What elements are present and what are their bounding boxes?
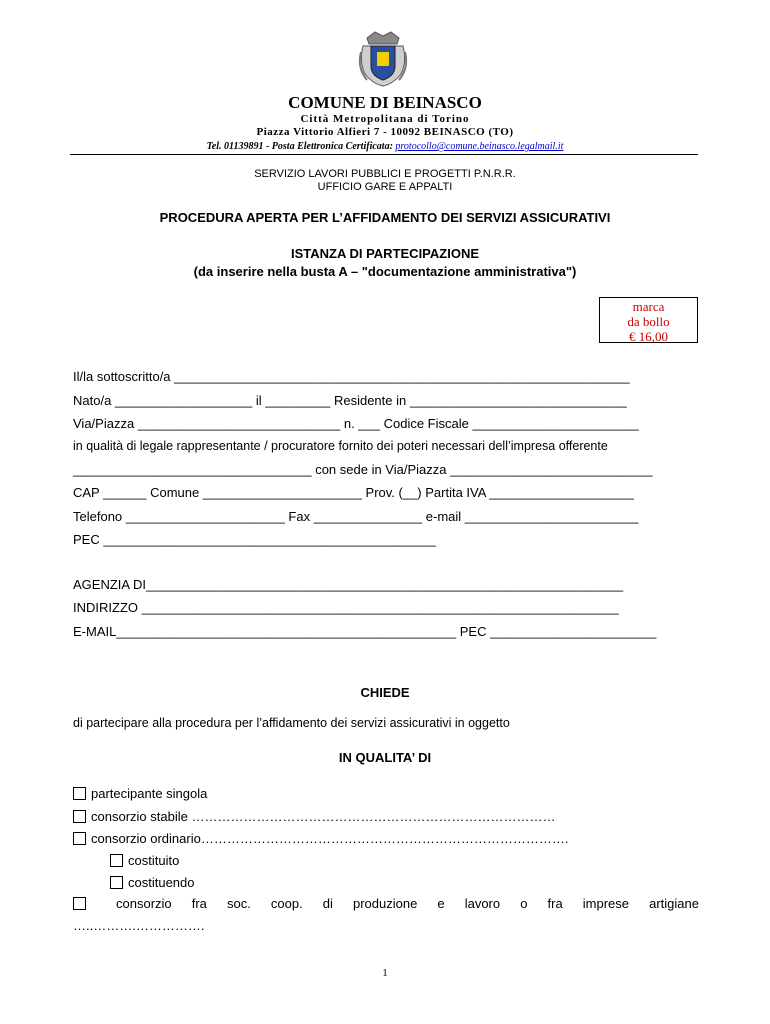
option-word: artigiane — [649, 896, 699, 911]
option-label: costituito — [128, 853, 180, 868]
header-divider — [70, 154, 698, 155]
option-stable-consortium[interactable] — [73, 809, 555, 824]
checkbox-icon[interactable] — [73, 810, 86, 823]
option-word: produzione — [352, 896, 418, 911]
comune-title: COMUNE DI BEINASCO — [288, 93, 482, 112]
header-contacts — [0, 141, 770, 152]
form-line-phone[interactable]: Telefono ______________________ Fax _______________ e-mail ________________________ — [73, 509, 639, 524]
option-word: lavoro — [464, 896, 501, 911]
option-label: consorzio stabile ………………………………………………………………………… — [91, 809, 556, 824]
stamp-line-2: da bollo — [627, 314, 670, 329]
checkbox-icon[interactable] — [110, 854, 123, 867]
office-name: UFFICIO GARE E APPALTI — [317, 181, 453, 193]
option-word: e — [437, 896, 445, 911]
checkbox-icon[interactable] — [73, 897, 86, 910]
form-line-signatory[interactable]: Il/la sottoscritto/a _______________________________________________________________ — [73, 369, 630, 384]
envelope-note: (da inserire nella busta A – "documentazione amministrativa") — [193, 264, 577, 279]
checkbox-icon[interactable] — [110, 876, 123, 889]
form-line-agency-email[interactable]: E-MAIL_______________________________________________ PEC _______________________ — [73, 624, 657, 639]
option-word: fra — [191, 896, 207, 911]
page-number: 1 — [382, 967, 388, 979]
stamp-line-1: marca — [632, 299, 665, 314]
form-line-agency[interactable]: AGENZIA DI__________________________________________________________________ — [73, 577, 624, 592]
revenue-stamp-box — [599, 297, 698, 343]
form-line-cap[interactable]: CAP ______ Comune ______________________ Prov. (__) Partita IVA ____________________ — [73, 485, 634, 500]
service-name: SERVIZIO LAVORI PUBBLICI E PROGETTI P.N.R.R. — [254, 168, 516, 180]
option-cooperative-consortium[interactable] — [73, 896, 699, 911]
stamp-amount: € 16,00 — [629, 329, 668, 344]
contacts-text: Tel. 01139891 - Posta Elettronica Certificata: — [206, 141, 396, 152]
pec-email-link[interactable]: protocollo@comune.beinasco.legalmail.it — [395, 141, 564, 152]
coat-of-arms-icon — [357, 28, 409, 90]
option-word: soc. — [226, 896, 251, 911]
option-word: coop. — [270, 896, 303, 911]
option-label: costituendo — [128, 875, 195, 890]
option-ordinary-consortium[interactable] — [73, 831, 568, 846]
checkbox-icon[interactable] — [73, 787, 86, 800]
qualita-heading: IN QUALITA’ DI — [338, 750, 432, 765]
option-label — [116, 896, 699, 911]
option-word: imprese — [582, 896, 630, 911]
chiede-heading: CHIEDE — [360, 685, 410, 700]
checkbox-icon[interactable] — [73, 832, 86, 845]
option-label: partecipante singola — [91, 786, 208, 801]
header-address: Piazza Vittorio Alfieri 7 - 10092 BEINASCO (TO) — [256, 126, 514, 138]
form-line-pec[interactable]: PEC ______________________________________________ — [73, 532, 436, 547]
option-single[interactable] — [73, 786, 207, 801]
option-constituted[interactable] — [110, 853, 179, 868]
form-line-agency-address[interactable]: INDIRIZZO __________________________________________________________________ — [73, 600, 619, 615]
chiede-text: di partecipare alla procedura per l’affidamento dei servizi assicurativi in oggetto — [73, 716, 510, 730]
option-word: consorzio — [116, 896, 172, 911]
citta-metropolitana: Città Metropolitana di Torino — [300, 113, 470, 125]
option-cooperative-continuation: …..……….……………. — [73, 918, 205, 933]
form-line-address[interactable]: Via/Piazza ____________________________ n. ___ Codice Fiscale _______________________ — [73, 416, 639, 431]
procedure-title: PROCEDURA APERTA PER L’AFFIDAMENTO DEI SERVIZI ASSICURATIVI — [159, 210, 611, 225]
option-word: di — [322, 896, 333, 911]
form-line-role: in qualità di legale rappresentante / procuratore fornito dei poteri necessari dell’impresa offerente — [73, 439, 608, 453]
option-word: o — [520, 896, 528, 911]
option-constituting[interactable] — [110, 875, 195, 890]
form-line-company[interactable]: _________________________________ con sede in Via/Piazza ____________________________ — [73, 462, 653, 477]
application-title: ISTANZA DI PARTECIPAZIONE — [290, 246, 480, 261]
form-line-birth[interactable]: Nato/a ___________________ il _________ Residente in ______________________________ — [73, 393, 627, 408]
option-label: consorzio ordinario…………………………………………………………………………. — [91, 831, 569, 846]
option-word: fra — [547, 896, 563, 911]
